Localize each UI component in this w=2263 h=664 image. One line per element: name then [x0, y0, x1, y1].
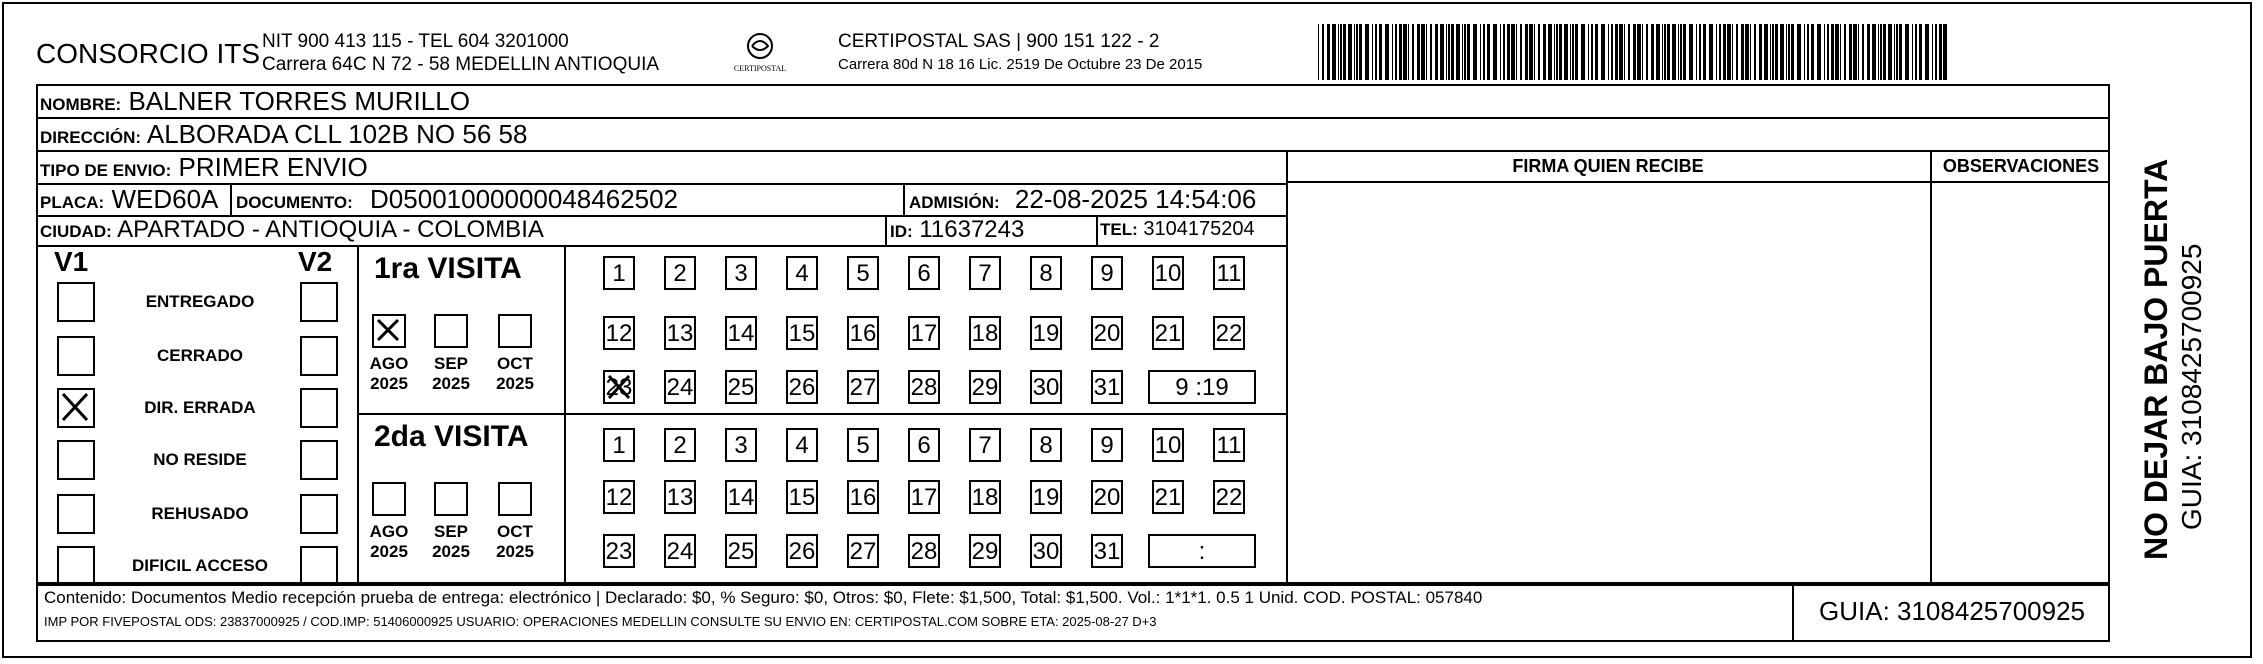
status-v1-checkbox[interactable]	[57, 388, 95, 428]
status-v2-checkbox[interactable]	[300, 282, 338, 322]
barcode-bar	[1905, 24, 1909, 80]
visit2-day-box[interactable]: 31	[1091, 534, 1123, 568]
barcode-bar	[1473, 24, 1477, 80]
barcode-bar	[1935, 24, 1937, 80]
documento-value: D05001000000048462502	[370, 184, 679, 214]
visit2-day-box[interactable]: 13	[664, 480, 696, 514]
barcode-bar	[1467, 24, 1470, 80]
visit1-month-checkbox[interactable]	[434, 314, 468, 348]
barcode-bar	[1736, 24, 1738, 80]
barcode-bar	[1662, 24, 1663, 80]
visit1-day-box[interactable]: 21	[1152, 316, 1184, 350]
visit2-time-box[interactable]: :	[1148, 534, 1256, 568]
barcode-bar	[1483, 24, 1485, 80]
admision-label: ADMISIÓN:	[909, 193, 1000, 212]
barcode-bar	[1880, 24, 1882, 80]
barcode-bar	[1786, 24, 1787, 80]
carrier-line: CERTIPOSTAL SAS | 900 151 122 - 2	[838, 31, 1160, 52]
visit1-day-box[interactable]: 15	[786, 316, 818, 350]
barcode-bar	[1759, 24, 1762, 80]
side-guia: GUIA: 3108425700925	[2176, 243, 2207, 530]
barcode-bar	[1723, 24, 1726, 80]
visit1-day-box[interactable]: 12	[603, 316, 635, 350]
barcode-bar	[1646, 24, 1648, 80]
nombre-row	[40, 86, 470, 117]
barcode-bar	[1348, 24, 1352, 80]
visit1-day-box[interactable]: 17	[908, 316, 940, 350]
barcode-bar	[1611, 24, 1613, 80]
visit2-day-box[interactable]: 9	[1091, 428, 1123, 462]
visit1-day-box[interactable]: 23	[603, 370, 635, 404]
status-label: CERRADO	[157, 346, 243, 365]
barcode-bar	[1462, 24, 1463, 80]
barcode-bar	[1637, 24, 1641, 80]
visit1-day-box[interactable]: 13	[664, 316, 696, 350]
barcode-bar	[1716, 24, 1717, 80]
visit2-month-label: SEP 2025	[432, 522, 470, 561]
barcode-bar	[1556, 24, 1558, 80]
barcode-bar	[1696, 24, 1697, 80]
barcode-bar	[1595, 24, 1598, 80]
visit2-month-label: AGO 2025	[369, 522, 409, 561]
visit2-day-box[interactable]: 1	[603, 428, 635, 462]
barcode-bar	[1356, 24, 1358, 80]
barcode-bar	[1538, 24, 1540, 80]
barcode-bar	[1487, 24, 1490, 80]
visit2-day-box[interactable]: 22	[1213, 480, 1245, 514]
barcode-bar	[1775, 24, 1778, 80]
barcode-bar	[1849, 24, 1852, 80]
barcode-bar	[1426, 24, 1427, 80]
barcode-bar	[1770, 24, 1771, 80]
status-v2-checkbox[interactable]	[300, 336, 338, 376]
barcode-bar	[1750, 24, 1751, 80]
barcode-bar	[1727, 24, 1731, 80]
barcode-bar	[1919, 24, 1922, 80]
visit1-day-box[interactable]: 7	[969, 256, 1001, 290]
barcode-bar	[1417, 24, 1420, 80]
barcode-bar	[1754, 24, 1756, 80]
visit1-day-box[interactable]: 2	[664, 256, 696, 290]
barcode-bar	[1507, 24, 1510, 80]
barcode-bar	[1862, 24, 1864, 80]
barcode-bar	[1340, 24, 1342, 80]
id-cell	[890, 216, 1024, 244]
barcode-bar	[1354, 24, 1355, 80]
barcode-bar	[1318, 24, 1319, 80]
barcode-bar	[1365, 24, 1369, 80]
side-warning: NO DEJAR BAJO PUERTA	[2138, 158, 2174, 560]
barcode-bar	[1656, 24, 1660, 80]
visit2-month-checkbox[interactable]	[434, 482, 468, 516]
visit2-day-box[interactable]: 18	[969, 480, 1001, 514]
carrier-address: Carrera 80d N 18 16 Lic. 2519 De Octubre 23 De 2015	[838, 56, 1203, 73]
visit1-day-box[interactable]: 31	[1091, 370, 1123, 404]
barcode-bar	[1451, 24, 1454, 80]
visit1-day-box[interactable]: 19	[1030, 316, 1062, 350]
barcode-bar	[1493, 24, 1497, 80]
status-v1-checkbox[interactable]	[57, 336, 95, 376]
status-v2-checkbox[interactable]	[300, 546, 338, 586]
admision-value: 22-08-2025 14:54:06	[1014, 184, 1257, 214]
company-name: CONSORCIO ITS	[36, 38, 261, 69]
barcode-bar	[1581, 24, 1585, 80]
barcode-bar	[1403, 24, 1407, 80]
placa-label: PLACA:	[40, 193, 105, 212]
barcode-bar	[1709, 24, 1713, 80]
barcode-bar	[1464, 24, 1466, 80]
company-nit: NIT 900 413 115 - TEL 604 3201000	[262, 31, 569, 52]
barcode-bar	[1858, 24, 1859, 80]
barcode-bar	[1741, 24, 1744, 80]
visit1-title: 1ra VISITA	[374, 252, 522, 285]
visit2-day-box[interactable]: 5	[847, 428, 879, 462]
barcode-bar	[1689, 24, 1693, 80]
visit2-day-box[interactable]: 7	[969, 428, 1001, 462]
barcode-bar	[1570, 24, 1571, 80]
barcode-bar	[1899, 24, 1902, 80]
visit1-day-box[interactable]: 16	[847, 316, 879, 350]
placa-cell	[40, 184, 218, 215]
barcode-bar	[1615, 24, 1618, 80]
visit1-month-label: AGO 2025	[369, 354, 409, 393]
visit2-month-label: OCT 2025	[496, 522, 534, 561]
barcode-bar	[1379, 24, 1382, 80]
status-v2-checkbox[interactable]	[300, 440, 338, 480]
visit2-day-box[interactable]: 23	[603, 534, 635, 568]
visit1-day-box[interactable]: 1	[603, 256, 635, 290]
tipo-label: TIPO DE ENVIO:	[40, 161, 172, 180]
ciudad-label: CIUDAD:	[40, 222, 112, 241]
barcode-bar	[1446, 24, 1447, 80]
barcode-bar	[1894, 24, 1895, 80]
barcode-bar	[1327, 24, 1330, 80]
barcode-bar	[1525, 24, 1528, 80]
barcode-bar	[1943, 24, 1947, 80]
direccion-label: DIRECCIÓN:	[40, 128, 142, 147]
visit2-day-box[interactable]: 6	[908, 428, 940, 462]
barcode-bar	[1543, 24, 1546, 80]
admision-cell	[909, 184, 1256, 215]
barcode-bar	[1925, 24, 1929, 80]
barcode-bar	[1878, 24, 1879, 80]
tel-label: TEL:	[1100, 220, 1138, 239]
tel-cell	[1100, 218, 1255, 241]
barcode-bar	[1703, 24, 1706, 80]
barcode-bar	[1888, 24, 1892, 80]
barcode-bar	[1500, 24, 1501, 80]
barcode-bar	[1840, 24, 1841, 80]
status-label: DIR. ERRADA	[144, 398, 256, 417]
barcode-bar	[1534, 24, 1535, 80]
barcode-bar	[1719, 24, 1721, 80]
barcode-bar	[1633, 24, 1636, 80]
barcode-bar	[1667, 24, 1670, 80]
visit2-day-box[interactable]: 20	[1091, 480, 1123, 514]
visit2-day-box[interactable]: 29	[969, 534, 1001, 568]
visit1-day-box[interactable]: 5	[847, 256, 879, 290]
v1-header: V1	[54, 246, 89, 277]
status-v1-checkbox[interactable]	[57, 494, 95, 534]
ciudad-value: APARTADO - ANTIOQUIA - COLOMBIA	[117, 216, 544, 243]
barcode-bar	[1375, 24, 1377, 80]
placa-value: WED60A	[111, 184, 219, 214]
company-address: Carrera 64C N 72 - 58 MEDELLIN ANTIOQUIA	[262, 54, 660, 75]
visit2-day-box[interactable]: 24	[664, 534, 696, 568]
visit2-day-box[interactable]: 28	[908, 534, 940, 568]
barcode-bar	[1359, 24, 1362, 80]
barcode-bar	[1772, 24, 1774, 80]
visit2-day-box[interactable]: 25	[725, 534, 757, 568]
nombre-value: BALNER TORRES MURILLO	[128, 86, 470, 116]
barcode-bar	[1807, 24, 1809, 80]
barcode-bar	[1883, 24, 1886, 80]
id-label: ID:	[890, 222, 913, 241]
barcode-bar	[1835, 24, 1839, 80]
visit1-month-checkbox[interactable]	[372, 314, 406, 348]
status-label: REHUSADO	[151, 504, 249, 523]
firma-header: FIRMA QUIEN RECIBE	[1512, 156, 1704, 176]
footer-line1: Contenido: Documentos Medio recepción prueba de entrega: electrónico | Declarado: $0, % Seguro: $0, Otros: $0, Flete: $1,500, Total: $1,500. Vol.: 1*1*1. 0.5 1 Unid. COD. POSTAL: 057840	[44, 588, 1483, 607]
barcode-bar	[1896, 24, 1898, 80]
tipo-value: PRIMER ENVIO	[178, 152, 368, 182]
footer-guia: GUIA: 3108425700925	[1819, 596, 2085, 626]
visit1-day-box[interactable]: 28	[908, 370, 940, 404]
barcode-bar	[1780, 24, 1784, 80]
barcode-bar	[1435, 24, 1438, 80]
barcode-bar	[1408, 24, 1409, 80]
visit1-month-checkbox[interactable]	[498, 314, 532, 348]
barcode-bar	[1548, 24, 1552, 80]
v2-header: V2	[298, 246, 333, 277]
barcode-bar	[1872, 24, 1876, 80]
barcode-bar	[1322, 24, 1324, 80]
barcode-bar	[1939, 24, 1942, 80]
barcode-bar	[1440, 24, 1444, 80]
barcode-bar	[1680, 24, 1682, 80]
footer-line2: IMP POR FIVEPOSTAL ODS: 23837000925 / COD.IMP: 51406000925 USUARIO: OPERACIONES MEDELLIN CONSULTE SU ENVIO EN: CERTIPOSTAL.COM SOBRE ETA: 2025-08-27 D+3	[44, 614, 1157, 629]
logo-text: CERTIPOSTAL	[733, 64, 787, 73]
barcode-bar	[1827, 24, 1829, 80]
status-v1-checkbox[interactable]	[57, 282, 95, 322]
status-label: NO RESIDE	[153, 450, 247, 469]
direccion-row	[40, 119, 527, 150]
direccion-value: ALBORADA CLL 102B NO 56 58	[146, 119, 528, 149]
barcode-bar	[1412, 24, 1414, 80]
barcode-bar	[1421, 24, 1425, 80]
barcode-bar	[1480, 24, 1481, 80]
barcode-bar	[1385, 24, 1389, 80]
barcode-bar	[1844, 24, 1846, 80]
status-v1-checkbox[interactable]	[57, 546, 95, 586]
visit2-month-checkbox[interactable]	[372, 482, 406, 516]
barcode-bar	[1392, 24, 1393, 80]
barcode-bar	[1831, 24, 1834, 80]
visit2-day-box[interactable]: 15	[786, 480, 818, 514]
visit1-day-box[interactable]: 20	[1091, 316, 1123, 350]
barcode-bar	[1797, 24, 1801, 80]
barcode-bar	[1817, 24, 1821, 80]
barcode-bar	[1619, 24, 1623, 80]
visit1-day-box[interactable]: 8	[1030, 256, 1062, 290]
certipostal-logo	[730, 30, 790, 78]
visit2-day-box[interactable]: 14	[725, 480, 757, 514]
tipo-row	[40, 152, 368, 183]
id-value: 11637243	[919, 216, 1025, 243]
barcode-bar	[1642, 24, 1643, 80]
visit2-day-box[interactable]: 4	[786, 428, 818, 462]
barcode-bar	[1745, 24, 1749, 80]
visit2-day-box[interactable]: 8	[1030, 428, 1062, 462]
observaciones-header: OBSERVACIONES	[1942, 156, 2100, 176]
visit1-day-box[interactable]: 25	[725, 370, 757, 404]
documento-cell	[236, 184, 678, 215]
visit1-day-box[interactable]: 22	[1213, 316, 1245, 350]
barcode-bar	[1788, 24, 1790, 80]
barcode-bar	[1591, 24, 1593, 80]
barcode-bar	[1559, 24, 1562, 80]
visit2-day-box[interactable]: 27	[847, 534, 879, 568]
barcode-bar	[1430, 24, 1432, 80]
visit2-day-box[interactable]: 19	[1030, 480, 1062, 514]
nombre-label: NOMBRE:	[40, 95, 122, 114]
barcode-bar	[1912, 24, 1913, 80]
visit1-day-box[interactable]: 27	[847, 370, 879, 404]
barcode-bar	[1853, 24, 1857, 80]
visit2-title: 2da VISITA	[374, 420, 529, 453]
barcode-bar	[1395, 24, 1397, 80]
visit2-day-box[interactable]: 11	[1213, 428, 1245, 462]
visit1-day-box[interactable]: 9	[1091, 256, 1123, 290]
visit1-day-box[interactable]: 6	[908, 256, 940, 290]
status-v1-checkbox[interactable]	[57, 440, 95, 480]
barcode-bar	[1332, 24, 1336, 80]
status-label: DIFICIL ACCESO	[131, 556, 268, 575]
barcode-bar	[1399, 24, 1402, 80]
visit1-day-box[interactable]: 30	[1030, 370, 1062, 404]
barcode-bar	[1564, 24, 1568, 80]
visit2-day-box[interactable]: 30	[1030, 534, 1062, 568]
barcode-bar	[1678, 24, 1679, 80]
visit1-day-box[interactable]: 29	[969, 370, 1001, 404]
visit2-day-box[interactable]: 2	[664, 428, 696, 462]
tel-value: 3104175204	[1143, 218, 1255, 240]
visit2-day-box[interactable]: 16	[847, 480, 879, 514]
status-v2-checkbox[interactable]	[300, 494, 338, 534]
barcode-bar	[1372, 24, 1373, 80]
visit1-day-box[interactable]: 10	[1152, 256, 1184, 290]
status-v2-checkbox[interactable]	[300, 388, 338, 428]
barcode-bar	[1791, 24, 1794, 80]
visit1-day-box[interactable]: 14	[725, 316, 757, 350]
barcode-bar	[1448, 24, 1450, 80]
barcode-bar	[1554, 24, 1555, 80]
visit1-day-box[interactable]: 3	[725, 256, 757, 290]
ciudad-cell	[40, 216, 544, 244]
barcode-bar	[1628, 24, 1630, 80]
barcode-bar	[1764, 24, 1768, 80]
barcode-bar	[1575, 24, 1578, 80]
barcode-bar	[1572, 24, 1574, 80]
visit2-day-box[interactable]: 12	[603, 480, 635, 514]
barcode-bar	[1732, 24, 1733, 80]
barcode-bar	[1932, 24, 1933, 80]
barcode-bar	[1699, 24, 1701, 80]
visit1-day-box[interactable]: 26	[786, 370, 818, 404]
barcode	[1318, 24, 1954, 80]
visit2-day-box[interactable]: 3	[725, 428, 757, 462]
barcode-bar	[1664, 24, 1666, 80]
barcode-bar	[1915, 24, 1917, 80]
visit2-day-box[interactable]: 26	[786, 534, 818, 568]
barcode-bar	[1516, 24, 1517, 80]
barcode-bar	[1503, 24, 1505, 80]
visit1-day-box[interactable]: 11	[1213, 256, 1245, 290]
barcode-bar	[1804, 24, 1805, 80]
visit1-day-box[interactable]: 18	[969, 316, 1001, 350]
visit2-day-box[interactable]: 21	[1152, 480, 1184, 514]
barcode-bar	[1824, 24, 1825, 80]
barcode-bar	[1651, 24, 1654, 80]
barcode-bar	[1511, 24, 1515, 80]
barcode-bar	[1608, 24, 1609, 80]
visit1-day-box[interactable]: 4	[786, 256, 818, 290]
barcode-bar	[1811, 24, 1814, 80]
barcode-bar	[1624, 24, 1625, 80]
visit1-time-box[interactable]: 9 :19	[1148, 370, 1256, 404]
barcode-bar	[1520, 24, 1522, 80]
barcode-bar	[1529, 24, 1533, 80]
barcode-bar	[1588, 24, 1589, 80]
documento-label: DOCUMENTO:	[236, 193, 353, 212]
visit2-month-checkbox[interactable]	[498, 482, 532, 516]
visit1-month-label: OCT 2025	[496, 354, 534, 393]
barcode-bar	[1672, 24, 1676, 80]
visit1-month-label: SEP 2025	[432, 354, 470, 393]
visit2-day-box[interactable]: 17	[908, 480, 940, 514]
barcode-bar	[1601, 24, 1605, 80]
visit1-day-box[interactable]: 24	[664, 370, 696, 404]
barcode-bar	[1867, 24, 1870, 80]
barcode-bar	[1456, 24, 1460, 80]
barcode-bar	[1343, 24, 1346, 80]
barcode-bar	[1338, 24, 1339, 80]
visit2-day-box[interactable]: 10	[1152, 428, 1184, 462]
status-label: ENTREGADO	[145, 292, 255, 311]
barcode-bar	[1683, 24, 1686, 80]
